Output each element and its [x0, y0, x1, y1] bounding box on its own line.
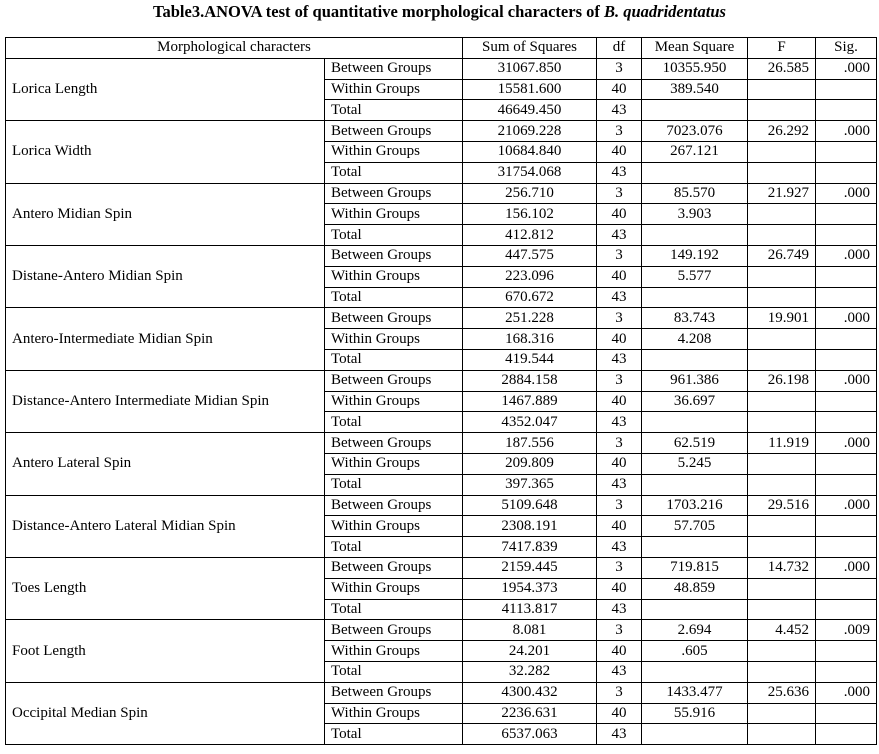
group-label-between: Between Groups: [325, 620, 463, 641]
header-f: F: [748, 38, 816, 59]
sum-of-squares-cell: 2308.191: [463, 516, 597, 537]
f-cell: 21.927: [748, 183, 816, 204]
sig-cell: .000: [816, 308, 877, 329]
df-cell: 43: [597, 661, 642, 682]
f-cell: [748, 100, 816, 121]
f-cell: [748, 641, 816, 662]
table-row-between: [6, 620, 877, 641]
f-cell: 26.198: [748, 370, 816, 391]
table-row-between: [6, 370, 877, 391]
df-cell: 43: [597, 599, 642, 620]
mean-square-cell: [642, 599, 748, 620]
header-mean-square: Mean Square: [642, 38, 748, 59]
sig-cell: [816, 349, 877, 370]
sig-cell: [816, 162, 877, 183]
f-cell: [748, 79, 816, 100]
df-cell: 3: [597, 433, 642, 454]
character-name: Distance-Antero Lateral Midian Spin: [6, 495, 325, 557]
f-cell: 11.919: [748, 433, 816, 454]
sum-of-squares-cell: 1954.373: [463, 578, 597, 599]
mean-square-cell: 2.694: [642, 620, 748, 641]
sig-cell: [816, 516, 877, 537]
sig-cell: [816, 412, 877, 433]
table-row-between: [6, 557, 877, 578]
group-label-total: Total: [325, 661, 463, 682]
f-cell: 14.732: [748, 557, 816, 578]
sum-of-squares-cell: 21069.228: [463, 121, 597, 142]
mean-square-cell: 48.859: [642, 578, 748, 599]
mean-square-cell: [642, 537, 748, 558]
anova-table: [5, 37, 877, 745]
table-row-between: [6, 183, 877, 204]
sum-of-squares-cell: 46649.450: [463, 100, 597, 121]
f-cell: [748, 724, 816, 745]
sum-of-squares-cell: 4300.432: [463, 682, 597, 703]
character-name: Antero-Intermediate Midian Spin: [6, 308, 325, 370]
sum-of-squares-cell: 24.201: [463, 641, 597, 662]
sig-cell: [816, 287, 877, 308]
mean-square-cell: 389.540: [642, 79, 748, 100]
group-label-between: Between Groups: [325, 308, 463, 329]
sum-of-squares-cell: 419.544: [463, 349, 597, 370]
sig-cell: .000: [816, 121, 877, 142]
mean-square-cell: 719.815: [642, 557, 748, 578]
f-cell: 19.901: [748, 308, 816, 329]
f-cell: [748, 474, 816, 495]
sig-cell: [816, 661, 877, 682]
df-cell: 43: [597, 412, 642, 433]
sum-of-squares-cell: 156.102: [463, 204, 597, 225]
mean-square-cell: 7023.076: [642, 121, 748, 142]
character-name: Distane-Antero Midian Spin: [6, 245, 325, 307]
group-label-between: Between Groups: [325, 58, 463, 79]
mean-square-cell: 85.570: [642, 183, 748, 204]
sig-cell: [816, 141, 877, 162]
group-label-total: Total: [325, 100, 463, 121]
group-label-total: Total: [325, 287, 463, 308]
df-cell: 40: [597, 453, 642, 474]
f-cell: [748, 412, 816, 433]
df-cell: 40: [597, 79, 642, 100]
group-label-total: Total: [325, 162, 463, 183]
group-label-total: Total: [325, 412, 463, 433]
mean-square-cell: 3.903: [642, 204, 748, 225]
table-row-between: [6, 121, 877, 142]
caption-species: B. quadridentatus: [604, 2, 726, 21]
df-cell: 43: [597, 349, 642, 370]
f-cell: [748, 578, 816, 599]
group-label-between: Between Groups: [325, 121, 463, 142]
group-label-within: Within Groups: [325, 266, 463, 287]
sig-cell: .000: [816, 370, 877, 391]
sig-cell: .000: [816, 557, 877, 578]
sum-of-squares-cell: 209.809: [463, 453, 597, 474]
mean-square-cell: [642, 412, 748, 433]
sum-of-squares-cell: 447.575: [463, 245, 597, 266]
sig-cell: [816, 453, 877, 474]
f-cell: 25.636: [748, 682, 816, 703]
mean-square-cell: 149.192: [642, 245, 748, 266]
f-cell: [748, 329, 816, 350]
header-characters: Morphological characters: [6, 38, 463, 59]
mean-square-cell: .605: [642, 641, 748, 662]
sum-of-squares-cell: 31754.068: [463, 162, 597, 183]
f-cell: [748, 453, 816, 474]
mean-square-cell: [642, 287, 748, 308]
f-cell: [748, 516, 816, 537]
character-name: Lorica Width: [6, 121, 325, 183]
group-label-between: Between Groups: [325, 370, 463, 391]
df-cell: 3: [597, 58, 642, 79]
group-label-within: Within Groups: [325, 641, 463, 662]
df-cell: 43: [597, 287, 642, 308]
df-cell: 40: [597, 578, 642, 599]
mean-square-cell: 55.916: [642, 703, 748, 724]
df-cell: 3: [597, 183, 642, 204]
sig-cell: [816, 599, 877, 620]
sum-of-squares-cell: 4352.047: [463, 412, 597, 433]
mean-square-cell: 267.121: [642, 141, 748, 162]
df-cell: 40: [597, 391, 642, 412]
sum-of-squares-cell: 5109.648: [463, 495, 597, 516]
mean-square-cell: 1703.216: [642, 495, 748, 516]
table-body: [6, 58, 877, 744]
character-name: Occipital Median Spin: [6, 682, 325, 744]
mean-square-cell: 1433.477: [642, 682, 748, 703]
df-cell: 43: [597, 100, 642, 121]
group-label-within: Within Groups: [325, 391, 463, 412]
sum-of-squares-cell: 168.316: [463, 329, 597, 350]
mean-square-cell: 961.386: [642, 370, 748, 391]
sig-cell: [816, 724, 877, 745]
sum-of-squares-cell: 223.096: [463, 266, 597, 287]
sum-of-squares-cell: 2236.631: [463, 703, 597, 724]
group-label-total: Total: [325, 599, 463, 620]
f-cell: [748, 537, 816, 558]
f-cell: [748, 287, 816, 308]
sig-cell: [816, 100, 877, 121]
mean-square-cell: 5.245: [642, 453, 748, 474]
group-label-total: Total: [325, 474, 463, 495]
df-cell: 40: [597, 703, 642, 724]
sig-cell: [816, 391, 877, 412]
sig-cell: [816, 204, 877, 225]
group-label-within: Within Groups: [325, 79, 463, 100]
sum-of-squares-cell: 31067.850: [463, 58, 597, 79]
header-df: df: [597, 38, 642, 59]
sig-cell: [816, 537, 877, 558]
f-cell: 26.585: [748, 58, 816, 79]
character-name: Toes Length: [6, 557, 325, 619]
f-cell: [748, 162, 816, 183]
df-cell: 43: [597, 537, 642, 558]
df-cell: 43: [597, 724, 642, 745]
mean-square-cell: [642, 474, 748, 495]
sum-of-squares-cell: 251.228: [463, 308, 597, 329]
f-cell: [748, 225, 816, 246]
group-label-between: Between Groups: [325, 183, 463, 204]
group-label-within: Within Groups: [325, 141, 463, 162]
table-row-between: [6, 245, 877, 266]
group-label-within: Within Groups: [325, 453, 463, 474]
df-cell: 3: [597, 121, 642, 142]
mean-square-cell: 4.208: [642, 329, 748, 350]
sig-cell: [816, 703, 877, 724]
group-label-between: Between Groups: [325, 495, 463, 516]
sig-cell: .000: [816, 433, 877, 454]
df-cell: 3: [597, 620, 642, 641]
f-cell: [748, 266, 816, 287]
header-sig: Sig.: [816, 38, 877, 59]
sum-of-squares-cell: 32.282: [463, 661, 597, 682]
group-label-between: Between Groups: [325, 433, 463, 454]
sum-of-squares-cell: 8.081: [463, 620, 597, 641]
group-label-total: Total: [325, 724, 463, 745]
caption-text: Table3.ANOVA test of quantitative morphological characters of: [153, 2, 604, 21]
sig-cell: [816, 266, 877, 287]
sig-cell: [816, 225, 877, 246]
f-cell: [748, 661, 816, 682]
df-cell: 3: [597, 308, 642, 329]
group-label-between: Between Groups: [325, 245, 463, 266]
f-cell: [748, 204, 816, 225]
sig-cell: .009: [816, 620, 877, 641]
df-cell: 3: [597, 682, 642, 703]
header-row: [6, 38, 877, 59]
df-cell: 40: [597, 516, 642, 537]
mean-square-cell: [642, 225, 748, 246]
mean-square-cell: 5.577: [642, 266, 748, 287]
sig-cell: [816, 79, 877, 100]
character-name: Antero Lateral Spin: [6, 433, 325, 495]
f-cell: [748, 599, 816, 620]
group-label-within: Within Groups: [325, 578, 463, 599]
f-cell: 4.452: [748, 620, 816, 641]
f-cell: 26.292: [748, 121, 816, 142]
group-label-total: Total: [325, 537, 463, 558]
sum-of-squares-cell: 6537.063: [463, 724, 597, 745]
df-cell: 3: [597, 557, 642, 578]
group-label-within: Within Groups: [325, 703, 463, 724]
sum-of-squares-cell: 1467.889: [463, 391, 597, 412]
mean-square-cell: [642, 349, 748, 370]
df-cell: 3: [597, 245, 642, 266]
mean-square-cell: [642, 661, 748, 682]
sum-of-squares-cell: 4113.817: [463, 599, 597, 620]
group-label-within: Within Groups: [325, 329, 463, 350]
sig-cell: .000: [816, 58, 877, 79]
mean-square-cell: [642, 724, 748, 745]
df-cell: 3: [597, 495, 642, 516]
group-label-total: Total: [325, 225, 463, 246]
mean-square-cell: 36.697: [642, 391, 748, 412]
header-sum-of-squares: Sum of Squares: [463, 38, 597, 59]
f-cell: 26.749: [748, 245, 816, 266]
sig-cell: .000: [816, 183, 877, 204]
sig-cell: [816, 578, 877, 599]
sig-cell: .000: [816, 245, 877, 266]
df-cell: 40: [597, 641, 642, 662]
sig-cell: [816, 329, 877, 350]
f-cell: [748, 391, 816, 412]
table-row-between: [6, 682, 877, 703]
sum-of-squares-cell: 15581.600: [463, 79, 597, 100]
df-cell: 3: [597, 370, 642, 391]
df-cell: 40: [597, 141, 642, 162]
mean-square-cell: [642, 162, 748, 183]
sig-cell: .000: [816, 495, 877, 516]
sum-of-squares-cell: 256.710: [463, 183, 597, 204]
table-row-between: [6, 433, 877, 454]
sig-cell: [816, 474, 877, 495]
group-label-total: Total: [325, 349, 463, 370]
table-caption: [0, 0, 879, 30]
sum-of-squares-cell: 397.365: [463, 474, 597, 495]
group-label-between: Between Groups: [325, 682, 463, 703]
table-row-between: [6, 58, 877, 79]
mean-square-cell: 62.519: [642, 433, 748, 454]
f-cell: [748, 141, 816, 162]
mean-square-cell: 57.705: [642, 516, 748, 537]
mean-square-cell: 10355.950: [642, 58, 748, 79]
group-label-within: Within Groups: [325, 204, 463, 225]
sum-of-squares-cell: 670.672: [463, 287, 597, 308]
mean-square-cell: 83.743: [642, 308, 748, 329]
sum-of-squares-cell: 7417.839: [463, 537, 597, 558]
character-name: Distance-Antero Intermediate Midian Spin: [6, 370, 325, 432]
mean-square-cell: [642, 100, 748, 121]
f-cell: [748, 349, 816, 370]
table-row-between: [6, 495, 877, 516]
df-cell: 43: [597, 474, 642, 495]
sig-cell: .000: [816, 682, 877, 703]
table-row-between: [6, 308, 877, 329]
character-name: Foot Length: [6, 620, 325, 682]
sum-of-squares-cell: 2159.445: [463, 557, 597, 578]
sum-of-squares-cell: 187.556: [463, 433, 597, 454]
df-cell: 43: [597, 162, 642, 183]
character-name: Lorica Length: [6, 58, 325, 120]
df-cell: 40: [597, 266, 642, 287]
group-label-between: Between Groups: [325, 557, 463, 578]
sum-of-squares-cell: 10684.840: [463, 141, 597, 162]
sum-of-squares-cell: 2884.158: [463, 370, 597, 391]
f-cell: [748, 703, 816, 724]
df-cell: 43: [597, 225, 642, 246]
sum-of-squares-cell: 412.812: [463, 225, 597, 246]
sig-cell: [816, 641, 877, 662]
df-cell: 40: [597, 204, 642, 225]
f-cell: 29.516: [748, 495, 816, 516]
df-cell: 40: [597, 329, 642, 350]
character-name: Antero Midian Spin: [6, 183, 325, 245]
group-label-within: Within Groups: [325, 516, 463, 537]
